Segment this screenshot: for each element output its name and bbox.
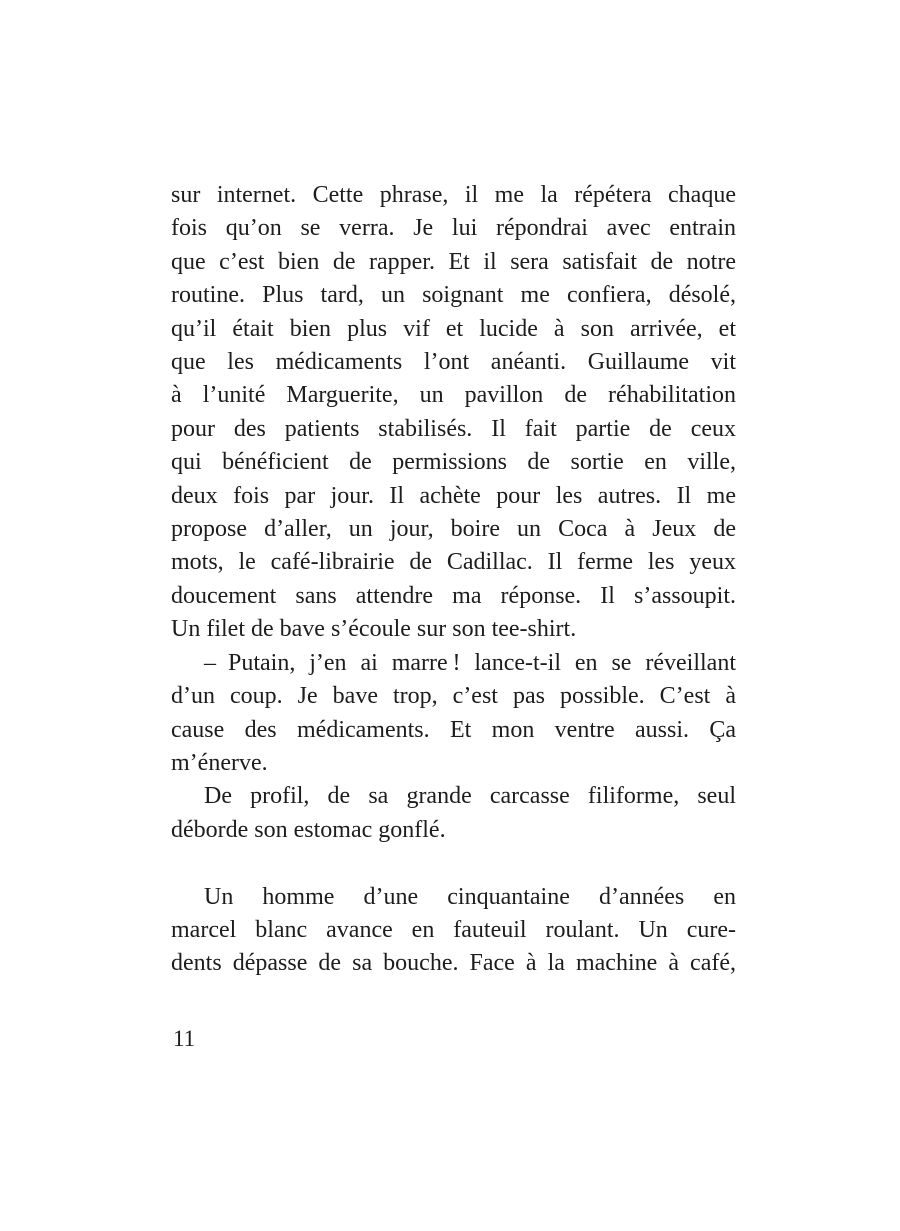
text-line: que c’est bien de rapper. Et il sera satisfait de notre	[171, 248, 736, 275]
text-line: fois qu’on se verra. Je lui répondrai avec entrain	[171, 215, 736, 242]
text-line: – Putain, j’en ai marre ! lance-t-il en se réveillant	[204, 649, 736, 676]
text-line: mots, le café-librairie de Cadillac. Il ferme les yeux	[171, 549, 736, 576]
text-line: deux fois par jour. Il achète pour les autres. Il me	[171, 482, 736, 509]
paragraph	[171, 179, 736, 647]
text-line: dents dépasse de sa bouche. Face à la machine à café,	[171, 950, 736, 977]
text-line: pour des patients stabilisés. Il fait partie de ceux	[171, 415, 736, 442]
text-line: d’un coup. Je bave trop, c’est pas possible. C’est à	[171, 683, 736, 710]
text-line: déborde son estomac gonflé.	[171, 816, 446, 843]
text-line: m’énerve.	[171, 749, 268, 776]
paragraph	[171, 780, 736, 847]
text-line: Un filet de bave s’écoule sur son tee-shirt.	[171, 616, 577, 643]
text-line: qui bénéficient de permissions de sortie en ville,	[171, 449, 736, 476]
text-line: propose d’aller, un jour, boire un Coca à Jeux de	[171, 516, 736, 543]
text-line: marcel blanc avance en fauteuil roulant. Un cure-	[171, 916, 736, 943]
text-line: cause des médicaments. Et mon ventre aussi. Ça	[171, 716, 736, 743]
text-line: à l’unité Marguerite, un pavillon de réhabilitation	[171, 382, 736, 409]
paragraph	[171, 647, 736, 781]
text-line: routine. Plus tard, un soignant me confiera, désolé,	[171, 282, 736, 309]
text-line: sur internet. Cette phrase, il me la répétera chaque	[171, 182, 736, 208]
text-line: que les médicaments l’ont anéanti. Guillaume vit	[171, 349, 736, 376]
page-number: 11	[173, 1026, 196, 1051]
paragraph	[171, 881, 736, 981]
text-line: De profil, de sa grande carcasse filiforme, seul	[204, 783, 736, 810]
text-line: qu’il était bien plus vif et lucide à son arrivée, et	[171, 315, 736, 342]
text-line: doucement sans attendre ma réponse. Il s’assoupit.	[171, 582, 736, 609]
text-block	[171, 179, 736, 981]
text-line: Un homme d’une cinquantaine d’années en	[204, 883, 736, 910]
